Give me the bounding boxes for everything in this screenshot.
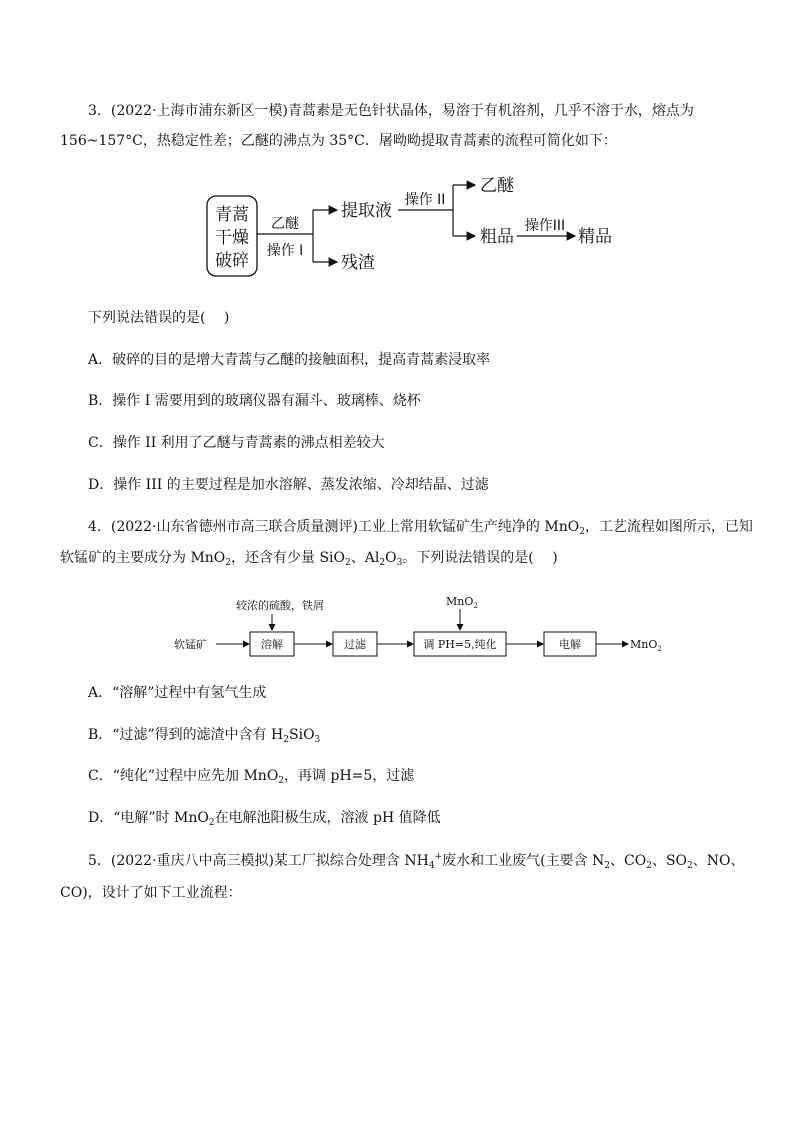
q3-extract-label: 提取液 xyxy=(341,201,392,221)
q4-reagent-label: 较浓的硫酸，铁屑 xyxy=(236,599,324,612)
q3-option-b: B．操作 I 需要用到的玻璃仪器有漏斗、玻璃棒、烧杯 xyxy=(88,393,421,409)
q3-raw-box-line1: 青蒿 xyxy=(215,205,249,225)
q3-option-a: A．破碎的目的是增大青蒿与乙醚的接触面积，提高青蒿素浸取率 xyxy=(88,352,491,368)
q4-mno2-top-label: MnO$_2$ xyxy=(446,595,478,610)
q3-stem-line1: 3．(2022·上海市浦东新区一模)青蒿素是无色针状晶体，易溶于有机溶剂，几乎不溶于水，熔点为 xyxy=(88,103,694,119)
q4-input-label: 软锰矿 xyxy=(174,638,207,651)
q3-arrow1-bottom-label: 操作 I xyxy=(266,243,304,259)
q4-stem-line1: 4．(2022·山东省德州市高三联合质量测评)工业上常用软锰矿生产纯净的 MnO$_2$，工艺流程如图所示，已知 xyxy=(88,519,753,537)
q3-flow-diagram xyxy=(195,170,635,280)
q3-prompt: 下列说法错误的是( ) xyxy=(88,310,230,326)
q4-option-b: B．“过滤”得到的滤渣中含有 $H_2SiO_3$ xyxy=(88,727,321,745)
q3-residue-label: 残渣 xyxy=(341,253,375,273)
q4-option-c: C．“纯化”过程中应先加 MnO$_2$，再调 pH=5，过滤 xyxy=(88,768,415,786)
q4-flow-diagram xyxy=(170,592,670,662)
q3-crude-label: 粗品 xyxy=(480,227,514,247)
q4-filter-label: 过滤 xyxy=(344,638,366,651)
q5-stem-line1: 5．(2022·重庆八中高三模拟)某工厂拟综合处理含 $NH_4^+$废水和工业废气(主要含 $N_2$、$CO_2$、$SO_2$、NO、 xyxy=(88,852,745,871)
q3-ether-label: 乙醚 xyxy=(480,176,514,196)
q3-option-d: D．操作 III 的主要过程是加水溶解、蒸发浓缩、冷却结晶、过滤 xyxy=(88,477,489,493)
q4-option-a: A．“溶解”过程中有氢气生成 xyxy=(88,685,267,701)
q3-option-c: C．操作 II 利用了乙醚与青蒿素的沸点相差较大 xyxy=(88,435,385,451)
q3-fine-label: 精品 xyxy=(578,227,612,247)
q3-op3-label: 操作III xyxy=(524,218,566,234)
q4-output-label: MnO$_2$ xyxy=(630,638,662,653)
q3-op2-label: 操作 II xyxy=(404,192,446,208)
q5-stem-line2: CO)，设计了如下工业流程： xyxy=(60,885,242,901)
q4-stem-line2: 软锰矿的主要成分为 MnO$_2$，还含有少量 SiO$_2$、$Al_2O_3$。下列说法错误的是( ) xyxy=(60,550,558,568)
q3-stem-line2: 156~157°C，热稳定性差；乙醚的沸点为 35°C．屠呦呦提取青蒿素的流程可简化如下： xyxy=(60,133,617,149)
q4-dissolve-label: 溶解 xyxy=(261,638,283,651)
q4-adjust-label: 调 PH=5,纯化 xyxy=(423,638,497,651)
q4-electrolysis-label: 电解 xyxy=(559,638,581,651)
q3-raw-box-line2: 干燥 xyxy=(215,228,249,248)
q3-arrow1-top-label: 乙醚 xyxy=(271,216,299,232)
q3-raw-box-line3: 破碎 xyxy=(215,251,249,271)
q4-option-d: D．“电解”时 MnO$_2$在电解池阳极生成，溶液 pH 值降低 xyxy=(88,810,441,828)
